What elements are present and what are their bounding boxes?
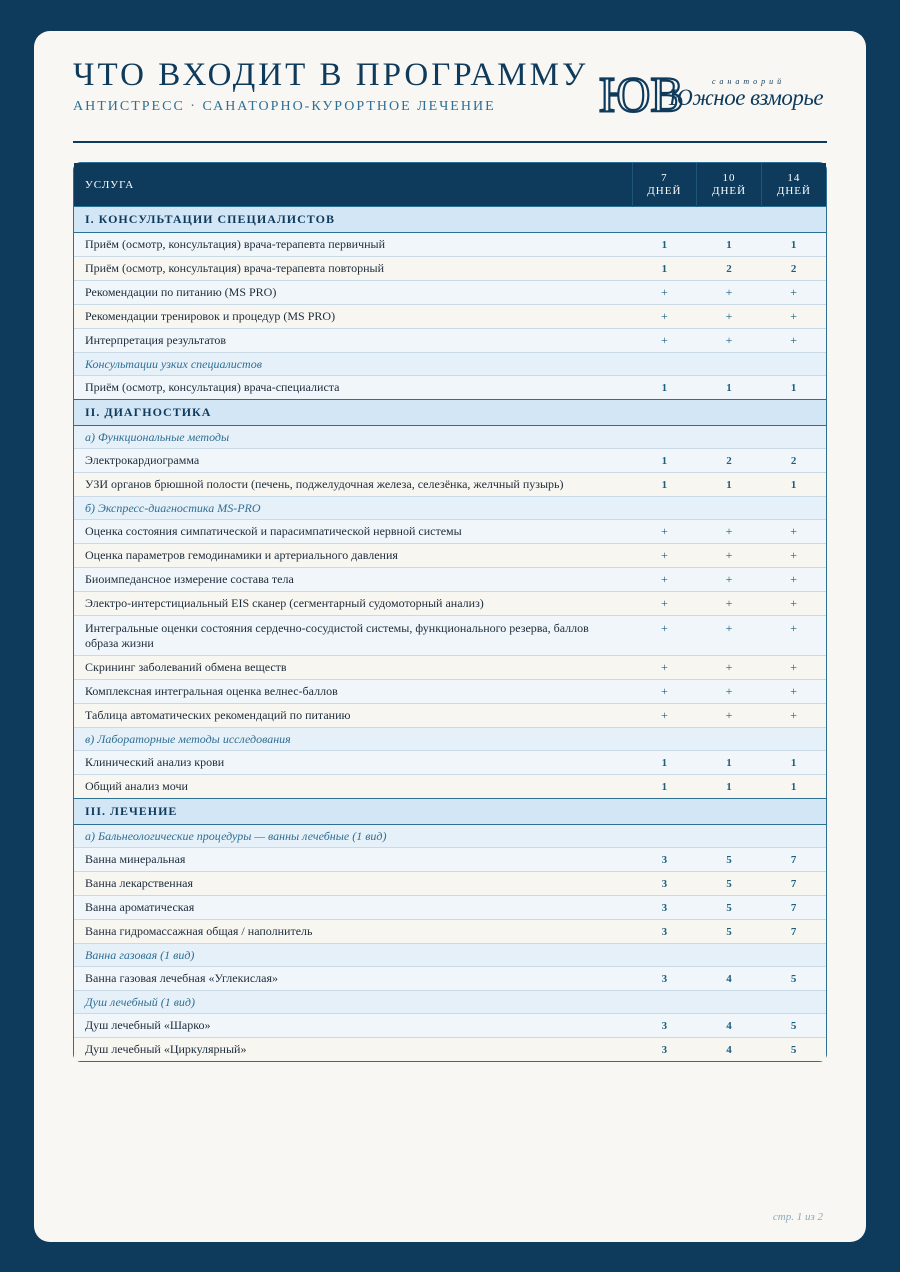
service-quantity: 7: [761, 848, 826, 872]
service-quantity: 3: [632, 1038, 697, 1062]
service-name: Скрининг заболеваний обмена веществ: [74, 656, 632, 680]
service-quantity: +: [761, 544, 826, 568]
service-name: УЗИ органов брюшной полости (печень, поджелудочная железа, селезёнка, желчный пузырь): [74, 473, 632, 497]
service-quantity: 5: [697, 872, 762, 896]
table-row: [74, 329, 826, 353]
service-name: Приём (осмотр, консультация) врача-терапевта повторный: [74, 257, 632, 281]
service-name: Клинический анализ крови: [74, 751, 632, 775]
service-quantity: 2: [761, 449, 826, 473]
table-row: [74, 872, 826, 896]
service-name: Приём (осмотр, консультация) врача-специалиста: [74, 376, 632, 400]
table-row: [74, 233, 826, 257]
table-row: [74, 920, 826, 944]
service-quantity: 3: [632, 1014, 697, 1038]
service-name: Ванна гидромассажная общая / наполнитель: [74, 920, 632, 944]
table-row: [74, 680, 826, 704]
service-quantity: 5: [761, 1014, 826, 1038]
subsection-title: Душ лечебный (1 вид): [74, 991, 826, 1014]
service-quantity: 1: [632, 376, 697, 400]
service-quantity: 1: [761, 751, 826, 775]
service-name: Оценка параметров гемодинамики и артериального давления: [74, 544, 632, 568]
service-name: Ванна минеральная: [74, 848, 632, 872]
section-header-row: [74, 400, 826, 426]
sanatorium-logo: [597, 59, 829, 131]
section-header-row: [74, 207, 826, 233]
service-quantity: 5: [697, 920, 762, 944]
subsection-title: Консультации узких специалистов: [74, 353, 826, 376]
table-row: [74, 751, 826, 775]
service-quantity: +: [697, 592, 762, 616]
service-quantity: +: [697, 704, 762, 728]
service-quantity: 1: [632, 751, 697, 775]
table-row: [74, 967, 826, 991]
service-quantity: 1: [632, 257, 697, 281]
column-header-days-14: [761, 163, 826, 207]
table-row: [74, 281, 826, 305]
service-quantity: 5: [761, 967, 826, 991]
subsection-row: [74, 728, 826, 751]
service-name: Биоимпедансное измерение состава тела: [74, 568, 632, 592]
days-unit: ДНЕЙ: [647, 184, 682, 197]
service-quantity: +: [761, 680, 826, 704]
subsection-row: [74, 991, 826, 1014]
service-quantity: +: [697, 680, 762, 704]
service-quantity: +: [761, 281, 826, 305]
service-quantity: 1: [761, 473, 826, 497]
service-quantity: +: [697, 520, 762, 544]
days-count: 14: [787, 171, 801, 184]
service-name: Общий анализ мочи: [74, 775, 632, 799]
page-number: стр. 1 из 2: [772, 1211, 823, 1223]
service-quantity: 7: [761, 920, 826, 944]
service-quantity: 1: [632, 233, 697, 257]
table-row: [74, 449, 826, 473]
subsection-title: а) Бальнеологические процедуры — ванны лечебные (1 вид): [74, 825, 826, 848]
service-quantity: +: [632, 704, 697, 728]
service-name: Комплексная интегральная оценка велнес-баллов: [74, 680, 632, 704]
service-quantity: 3: [632, 896, 697, 920]
service-quantity: 5: [761, 1038, 826, 1062]
logo-small-text: санаторий: [712, 77, 786, 86]
table-row: [74, 848, 826, 872]
service-quantity: +: [632, 281, 697, 305]
service-quantity: 1: [697, 376, 762, 400]
days-unit: ДНЕЙ: [776, 184, 811, 197]
table-row: [74, 257, 826, 281]
table-row: [74, 592, 826, 616]
table-row: [74, 656, 826, 680]
service-quantity: 3: [632, 872, 697, 896]
service-quantity: 1: [697, 775, 762, 799]
table-row: [74, 1038, 826, 1062]
service-quantity: +: [761, 520, 826, 544]
table-header-row: [74, 163, 826, 207]
subsection-row: [74, 944, 826, 967]
service-quantity: +: [632, 680, 697, 704]
table-body: [74, 207, 826, 1062]
table-row: [74, 544, 826, 568]
service-quantity: +: [761, 616, 826, 656]
service-quantity: 4: [697, 1038, 762, 1062]
service-name: Рекомендации по питанию (MS PRO): [74, 281, 632, 305]
service-quantity: 1: [697, 233, 762, 257]
service-quantity: 4: [697, 1014, 762, 1038]
service-quantity: +: [761, 592, 826, 616]
svg-text:ЮВ: ЮВ: [599, 66, 684, 122]
service-quantity: 3: [632, 967, 697, 991]
service-quantity: 2: [697, 449, 762, 473]
subsection-row: [74, 353, 826, 376]
service-name: Душ лечебный «Шарко»: [74, 1014, 632, 1038]
service-name: Рекомендации тренировок и процедур (MS PRO): [74, 305, 632, 329]
subsection-row: [74, 825, 826, 848]
service-quantity: +: [761, 704, 826, 728]
section-header-row: [74, 799, 826, 825]
service-quantity: 5: [697, 848, 762, 872]
service-quantity: 2: [761, 257, 826, 281]
table-row: [74, 473, 826, 497]
service-quantity: 1: [761, 376, 826, 400]
service-quantity: +: [761, 656, 826, 680]
service-name: Интерпретация результатов: [74, 329, 632, 353]
service-quantity: 1: [632, 473, 697, 497]
service-quantity: +: [697, 305, 762, 329]
service-quantity: +: [632, 544, 697, 568]
service-name: Интегральные оценки состояния сердечно-сосудистой системы, функционального резерва, баллов образа жизни: [74, 616, 632, 656]
service-quantity: 1: [761, 775, 826, 799]
service-quantity: +: [761, 329, 826, 353]
service-quantity: +: [761, 305, 826, 329]
days-unit: ДНЕЙ: [711, 184, 747, 197]
days-count: 10: [722, 171, 736, 184]
service-quantity: +: [697, 656, 762, 680]
logo-brand-name: Южное взморье: [669, 85, 824, 110]
service-name: Электрокардиограмма: [74, 449, 632, 473]
column-header-days-7: [632, 163, 697, 207]
service-quantity: 1: [697, 751, 762, 775]
days-count: 7: [661, 171, 668, 184]
service-name: Ванна ароматическая: [74, 896, 632, 920]
service-name: Таблица автоматических рекомендаций по питанию: [74, 704, 632, 728]
document-page: [34, 31, 866, 1242]
service-quantity: +: [632, 656, 697, 680]
service-name: Приём (осмотр, консультация) врача-терапевта первичный: [74, 233, 632, 257]
subsection-title: б) Экспресс-диагностика MS-PRO: [74, 497, 826, 520]
service-name: Ванна газовая лечебная «Углекислая»: [74, 967, 632, 991]
section-title: II. ДИАГНОСТИКА: [74, 400, 826, 426]
program-table: [73, 162, 827, 1062]
page-subtitle: АНТИСТРЕСС · САНАТОРНО-КУРОРТНОЕ ЛЕЧЕНИЕ: [73, 99, 496, 114]
service-quantity: 5: [697, 896, 762, 920]
subsection-title: Ванна газовая (1 вид): [74, 944, 826, 967]
service-quantity: +: [697, 281, 762, 305]
service-name: Душ лечебный «Циркулярный»: [74, 1038, 632, 1062]
service-quantity: +: [632, 305, 697, 329]
subsection-row: [74, 426, 826, 449]
subsection-title: а) Функциональные методы: [74, 426, 826, 449]
service-name: Электро-интерстициальный EIS сканер (сегментарный судомоторный анализ): [74, 592, 632, 616]
service-quantity: +: [632, 329, 697, 353]
subsection-row: [74, 497, 826, 520]
page-title: ЧТО ВХОДИТ В ПРОГРАММУ: [73, 57, 589, 93]
service-quantity: +: [697, 544, 762, 568]
service-quantity: 2: [697, 257, 762, 281]
table-row: [74, 568, 826, 592]
table-row: [74, 616, 826, 656]
table-row: [74, 775, 826, 799]
subsection-title: в) Лабораторные методы исследования: [74, 728, 826, 751]
service-quantity: +: [697, 329, 762, 353]
service-quantity: 4: [697, 967, 762, 991]
service-quantity: 1: [632, 449, 697, 473]
table-row: [74, 520, 826, 544]
section-title: III. ЛЕЧЕНИЕ: [74, 799, 826, 825]
column-header-days-10: [697, 163, 762, 207]
table-row: [74, 704, 826, 728]
service-quantity: +: [632, 520, 697, 544]
table-row: [74, 1014, 826, 1038]
header-divider: [73, 141, 827, 143]
service-quantity: 1: [632, 775, 697, 799]
section-title: I. КОНСУЛЬТАЦИИ СПЕЦИАЛИСТОВ: [74, 207, 826, 233]
table-row: [74, 376, 826, 400]
service-quantity: 3: [632, 920, 697, 944]
service-quantity: 1: [761, 233, 826, 257]
service-quantity: 7: [761, 872, 826, 896]
service-quantity: 3: [632, 848, 697, 872]
service-name: Ванна лекарственная: [74, 872, 632, 896]
monogram-logo-icon: [597, 59, 684, 129]
service-name: Оценка состояния симпатической и парасимпатической нервной системы: [74, 520, 632, 544]
service-quantity: +: [761, 568, 826, 592]
service-quantity: +: [632, 592, 697, 616]
service-quantity: +: [697, 568, 762, 592]
service-quantity: +: [632, 568, 697, 592]
service-quantity: 1: [697, 473, 762, 497]
column-header-service: УСЛУГА: [74, 163, 632, 207]
service-quantity: 7: [761, 896, 826, 920]
service-quantity: +: [632, 616, 697, 656]
table-row: [74, 896, 826, 920]
service-quantity: +: [697, 616, 762, 656]
table-row: [74, 305, 826, 329]
